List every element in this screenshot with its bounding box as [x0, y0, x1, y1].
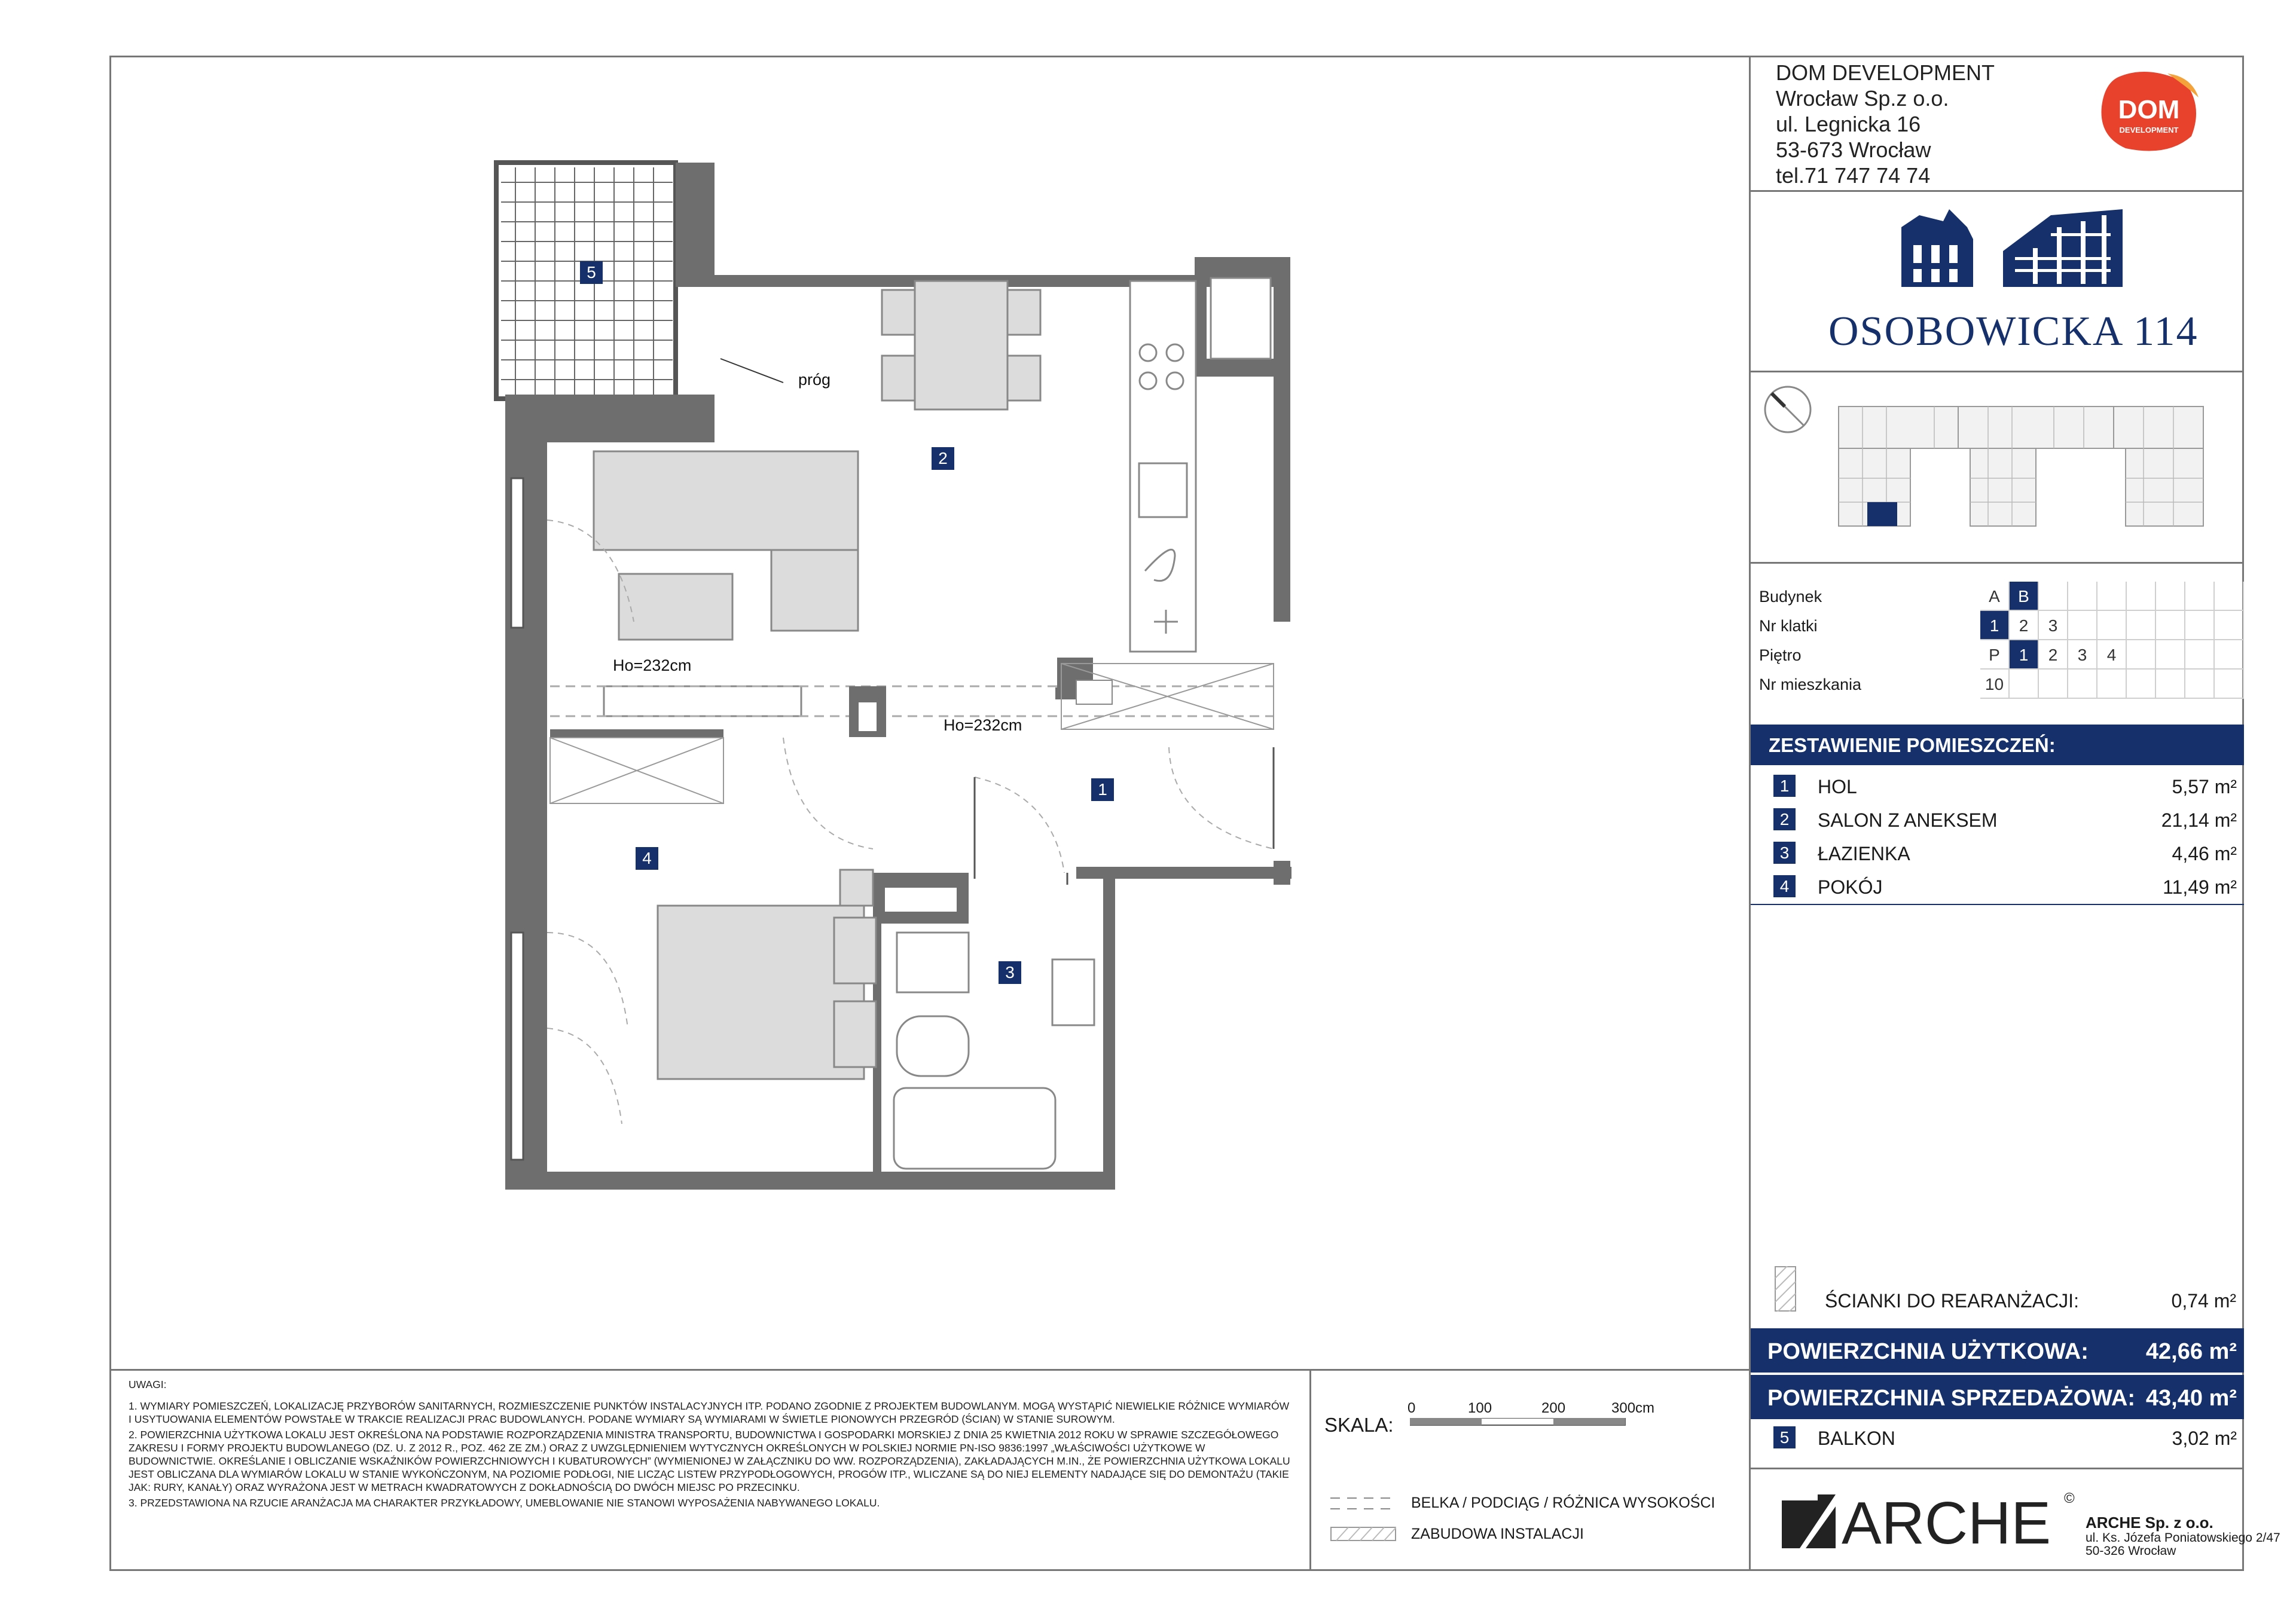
param-empty [2215, 582, 2244, 611]
param-building-a: A [1980, 582, 2010, 611]
project-building-logo [1895, 203, 2123, 293]
usable-area-label: POWIERZCHNIA UŻYTKOWA: [1767, 1339, 2089, 1364]
param-staircase-1: 1 [1980, 611, 2010, 640]
company-street: ul. Legnicka 16 [1776, 112, 1921, 136]
param-empty [2010, 670, 2039, 699]
arche-company: ARCHE Sp. z o.o. [2086, 1514, 2213, 1532]
project-name: OSOBOWICKA 114 [1828, 308, 2199, 354]
param-staircase-3: 3 [2039, 611, 2068, 640]
company-name: DOM DEVELOPMENT [1776, 60, 1995, 85]
param-label-floor: Piętro [1759, 646, 1802, 664]
scale-tick: 100 [1468, 1400, 1492, 1416]
installation-legend-icon [1330, 1527, 1396, 1542]
notes [129, 1378, 1294, 1512]
param-building-b: B [2010, 582, 2039, 611]
param-label-apartment: Nr mieszkania [1759, 676, 1862, 693]
logo-text: DOM [2118, 95, 2180, 124]
param-floor-4: 4 [2097, 640, 2127, 670]
note-1: 1. WYMIARY POMIESZCZEŃ, LOKALIZACJĘ PRZYBORÓW SANITARNYCH, ROZMIESZCZENIE PUNKTÓW INSTALACYJNYCH ITP. PODANO ZGODNIE Z PROJEKTEM BUDOWLANYM. MOGĄ WYSTĄPIĆ NIEWIELKIE RÓŻNICE WYMIARÓW I USYTUOWANIA ELEMENTÓW POWSTAŁE W TRAKCIE REALIZACJI PRAC BUDOWLANYCH. PODANE WYMIARY SĄ WYMIARAMI W ŚWIETLE PIONOWYCH PRZEGRÓD (ŚCIAN) W STANIE SUROWYM. [129, 1400, 1290, 1425]
company-branch: Wrocław Sp.z o.o. [1776, 86, 1949, 111]
balcony-name: BALKON [1818, 1428, 1895, 1449]
room-number: 2 [1773, 808, 1796, 830]
room-number: 1 [1773, 775, 1796, 797]
rooms-divider [1751, 904, 2244, 905]
balcony-row [1751, 1420, 2244, 1454]
param-empty [2097, 611, 2127, 640]
ceiling-height-label: Ho=232cm [613, 656, 692, 674]
arche-info [2086, 1514, 2280, 1558]
room-area: 5,57 m² [2172, 776, 2237, 797]
usable-area-band [1751, 1328, 2244, 1373]
room-row [1751, 769, 2244, 802]
param-floor-p: P [1980, 640, 2010, 670]
room-number: 3 [1773, 842, 1796, 864]
note-3: 3. PRZEDSTAWIONA NA RZUCIE ARANŻACJA MA CHARAKTER PRZYKŁADOWY, UMEBLOWANIE NIE STANOWI WYPOSAŻENIA NABYWANEGO LOKALU. [129, 1497, 880, 1509]
param-empty [2156, 611, 2185, 640]
plan-room-label: 2 [932, 447, 954, 470]
partition-label: ŚCIANKI DO REARANŻACJI: [1825, 1290, 2079, 1312]
sale-area-label: POWIERZCHNIA SPRZEDAŻOWA: [1767, 1386, 2136, 1411]
scale-label: SKALA: [1324, 1414, 1394, 1436]
logo-subtext: DEVELOPMENT [2119, 126, 2179, 135]
room-name: ŁAZIENKA [1818, 843, 1910, 864]
notes-divider [109, 1369, 1751, 1371]
partition-area: 0,74 m² [2171, 1290, 2236, 1312]
arche-logo-text: ARCHE [1842, 1490, 2051, 1554]
param-empty [2156, 640, 2185, 670]
plan-room-label: 4 [636, 847, 658, 870]
dom-development-logo [2096, 71, 2202, 154]
param-empty [2215, 640, 2244, 670]
beam-legend-label: BELKA / PODCIĄG / RÓŻNICA WYSOKOŚCI [1411, 1494, 1715, 1511]
room-name: SALON Z ANEKSEM [1818, 809, 1998, 831]
arche-city: 50-326 Wrocław [2086, 1544, 2176, 1558]
partition-hatch-icon [1775, 1266, 1796, 1312]
param-empty [2215, 670, 2244, 699]
company-city: 53-673 Wrocław [1776, 137, 1931, 162]
param-empty [2039, 582, 2068, 611]
rooms-header-text: ZESTAWIENIE POMIESZCZEŃ: [1769, 734, 2056, 756]
bathroom-fixtures [894, 933, 1094, 1169]
param-empty [2097, 582, 2127, 611]
param-floor-1: 1 [2010, 640, 2039, 670]
plan-room-label: 1 [1091, 778, 1114, 801]
bed [658, 870, 876, 1079]
param-empty [2127, 640, 2156, 670]
sale-area-value: 43,40 m² [2145, 1386, 2237, 1411]
room-row [1751, 836, 2244, 869]
scale-bar [1410, 1418, 1631, 1426]
room-number: 4 [1773, 875, 1796, 897]
room-name: HOL [1818, 776, 1857, 797]
scale-tick: 300cm [1611, 1400, 1655, 1416]
room-row [1751, 802, 2244, 836]
param-empty [2185, 582, 2215, 611]
arche-divider [1749, 1468, 2244, 1469]
plan-room-label: 5 [580, 261, 603, 284]
param-floor-2: 2 [2039, 640, 2068, 670]
company-phone: tel.71 747 74 74 [1776, 163, 1931, 188]
param-label-staircase: Nr klatki [1759, 617, 1818, 635]
project-divider [1749, 371, 2244, 372]
param-empty [2156, 582, 2185, 611]
room-name: POKÓJ [1818, 876, 1883, 898]
arche-copyright: © [2064, 1490, 2075, 1506]
param-empty [2185, 670, 2215, 699]
threshold-label: próg [798, 371, 831, 389]
dining-table [882, 281, 1040, 409]
param-empty [2068, 611, 2097, 640]
beam-legend-icon [1330, 1494, 1396, 1512]
room-area: 11,49 m² [2163, 876, 2237, 898]
ceiling-height-label: Ho=232cm [944, 716, 1022, 734]
notes-scale-divider [1309, 1369, 1311, 1571]
param-empty [2156, 670, 2185, 699]
plan-room-label: 3 [999, 961, 1021, 984]
param-apartment-number: 10 [1980, 670, 2010, 699]
balcony-number: 5 [1773, 1426, 1796, 1448]
room-area: 4,46 m² [2172, 843, 2237, 864]
param-empty [2185, 611, 2215, 640]
key-plan [1755, 383, 2239, 556]
param-empty [2039, 670, 2068, 699]
scale-tick: 0 [1407, 1400, 1416, 1416]
param-staircase-2: 2 [2010, 611, 2039, 640]
installation-legend-label: ZABUDOWA INSTALACJI [1411, 1526, 1584, 1542]
param-empty [2185, 640, 2215, 670]
param-floor-3: 3 [2068, 640, 2097, 670]
keyplan-highlighted-unit [1867, 502, 1897, 526]
param-empty [2068, 670, 2097, 699]
room-area: 21,14 m² [2161, 809, 2237, 831]
floor-plan [0, 0, 1315, 1255]
notes-title: UWAGI: [129, 1379, 167, 1390]
param-empty [2097, 670, 2127, 699]
room-row [1751, 869, 2244, 903]
param-empty [2127, 582, 2156, 611]
arche-street: ul. Ks. Józefa Poniatowskiego 2/47 [2086, 1531, 2280, 1545]
sale-area-band [1751, 1375, 2244, 1419]
arche-logo [1782, 1488, 2081, 1554]
sofa [594, 451, 858, 640]
company-info [1776, 60, 1995, 188]
company-divider [1749, 190, 2244, 192]
param-empty [2127, 670, 2156, 699]
param-empty [2127, 611, 2156, 640]
usable-area-value: 42,66 m² [2145, 1339, 2237, 1364]
keyplan-divider [1749, 562, 2244, 564]
param-empty [2215, 611, 2244, 640]
scale-tick: 200 [1541, 1400, 1566, 1416]
rooms-header [1751, 725, 2244, 765]
balcony-area: 3,02 m² [2172, 1428, 2237, 1449]
note-2: 2. POWIERZCHNIA UŻYTKOWA LOKALU JEST OKREŚLONA NA PODSTAWIE ROZPORZĄDZENIA MINISTRA TRANSPORTU, BUDOWNICTWA I GOSPODARKI MORSKIEJ Z DNIA 25 KWIETNIA 2012 ROKU W SPRAWIE SZCZEGÓŁOWEGO ZAKRESU I FORMY PROJEKTU BUDOWLANEGO (DZ. U. Z 2012 R., POZ. 462 ZE ZM.) ORAZ Z UWZGLĘDNIENIEM WYTYCZNYCH OKREŚLONYCH W POLSKIEJ NORMIE PN-ISO 9836:1997 „WŁAŚCIWOŚCI UŻYTKOWE W BUDOWNICTWIE. OKREŚLANIE I OBLICZANIE WSKAŹNIKÓW POWIERZCHNIOWYCH I KUBATUROWYCH” (WYMIENIONEJ W ZAŁĄCZNIKU DO WW. ROZPORZĄDZENIA), ZAKŁADAJĄCYCH M.IN., ŻE POWIERZCHNIA UŻYTKOWA LOKALU JEST OBLICZANA DLA WYMIARÓW LOKALU W STANIE WYKOŃCZONYM, NA POZIOMIE PODŁOGI, NIE LICZĄC LISTEW PRZYPODŁOGOWYCH, PROGÓW ITP., WLICZANE SĄ DO NIEJ ELEMENTY NADAJĄCE SIĘ DO DEMONTAŻU (TAKIE JAK: RURY, KANAŁY) ORAZ WYRAŻONA JEST W METRACH KWADRATOWYCH Z DOKŁADNOŚCIĄ DO DWÓCH MIEJSC PO PRZECINKU. [129, 1429, 1290, 1493]
param-empty [2068, 582, 2097, 611]
param-label-building: Budynek [1759, 588, 1822, 606]
